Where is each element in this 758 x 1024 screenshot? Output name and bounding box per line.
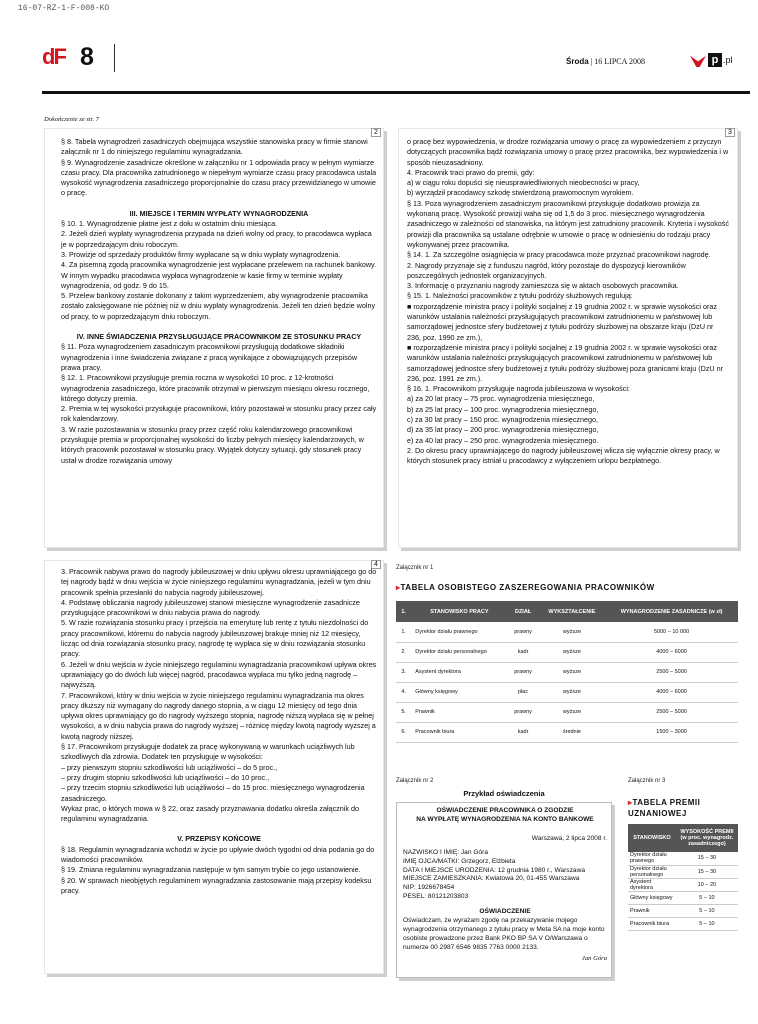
section-heading: III. MIEJSCE I TERMIN WYPŁATY WYNAGRODZENIA xyxy=(129,208,309,218)
section-heading: IV. INNE ŚWIADCZENIA PRZYSŁUGUJĄCE PRACOWNIKOM ZE STOSUNKU PRACY xyxy=(76,332,362,342)
box-number: 2 xyxy=(371,128,381,137)
table-row xyxy=(396,642,738,662)
bonus-table xyxy=(628,824,738,931)
table-cell: Pracownik biura xyxy=(411,722,507,742)
table-cell: 4000 – 6000 xyxy=(605,682,738,702)
attachment-1-title: ▸TABELA OSOBISTEGO ZASZEREGOWANIA PRACOWNIKÓW xyxy=(396,583,655,592)
table-cell: 15 – 30 xyxy=(676,852,738,865)
paragraph: § 16. 1. Pracownikom przysługuje nagroda jubileuszowa w wysokości: xyxy=(407,384,630,394)
brand-letter: p xyxy=(708,53,722,67)
paragraph: § 17. Pracownikom przysługuje dodatek za pracę wykonywaną w warunkach uciążliwych lub szkodliwych dla zdrowia. Dodatek ten przysługuje w wysokości: xyxy=(61,742,355,762)
table-cell: wyższe xyxy=(539,662,606,682)
table-cell: 3. xyxy=(396,662,411,682)
paragraph: – przy drugim stopniu szkodliwości lub uciążliwości – do 10 proc., xyxy=(61,772,270,782)
brand-suffix: .pl xyxy=(723,55,733,65)
table-cell: 2500 – 5000 xyxy=(605,662,738,682)
table-cell: Asystent dyrektora xyxy=(628,878,676,891)
paragraph: a) w ciągu roku dopuści się nieusprawiedliwionych nieobecności w pracy, xyxy=(407,178,640,188)
attachment-3-title-text: TABELA PREMII UZNANIOWEJ xyxy=(628,798,701,818)
paragraph: a) za 20 lat pracy – 75 proc. wynagrodzenia miesięcznego, xyxy=(407,394,595,404)
paragraph: Wykaz prac, o których mowa w § 22, oraz zasady przyznawania dodatku określa załącznik do regulaminu wynagradzania. xyxy=(61,803,359,824)
paragraph: § 14. 1. Za szczególne osiągnięcia w pracy pracodawca może przyznać pracownikowi nagrodę. xyxy=(407,250,711,260)
table-cell: 5 – 10 xyxy=(676,891,738,904)
declaration-title-2: NA WYPŁATĘ WYNAGRODZENIA NA KONTO BANKOWE xyxy=(416,815,594,823)
table-cell: 5 – 10 xyxy=(676,904,738,917)
eagle-icon xyxy=(690,53,706,67)
box-3-text xyxy=(407,137,729,467)
table-cell: wyższe xyxy=(539,622,606,642)
declaration-place-date: Warszawa, 2 lipca 2008 r. xyxy=(531,834,607,842)
declaration-field: IMIĘ OJCA/MATKI: Grzegorz, Elżbieta xyxy=(403,857,516,865)
column-header: STANOWISKO xyxy=(628,824,676,852)
attachment-3-title: ▸TABELA PREMII UZNANIOWEJ xyxy=(628,798,701,818)
page-number: 8 xyxy=(80,43,94,71)
declaration-field: DATA I MIEJSCE URODZENIA: 12 grudnia 1980 r., Warszawa xyxy=(403,866,585,874)
table-cell: Prawnik xyxy=(411,702,507,722)
brand-mark xyxy=(690,53,733,67)
attachment-2-label: Załącznik nr 2 xyxy=(396,778,434,784)
table-row xyxy=(628,865,738,878)
declaration-field: PESEL: 80121203803 xyxy=(403,893,469,901)
paragraph: – przy pierwszym stopniu szkodliwości lub uciążliwości – do 5 proc., xyxy=(61,762,278,772)
page-code: 16-07-RZ-1-F-008-KO xyxy=(18,4,110,13)
paragraph: o pracę bez wypowiedzenia, w drodze rozwiązania umowy o pracę za wypowiedzeniem z przyczyn dotyczących pracownika bądź rozwiązania umowy o pracę przez pracownika, bez wypowiedzenia i w sposób nieuzasadniony. xyxy=(407,137,729,167)
table-row xyxy=(396,622,738,642)
continued-note: Dokończenie ze str. 7 xyxy=(44,116,99,123)
issue-day: Środa xyxy=(566,57,589,66)
table-cell: wyższe xyxy=(539,642,606,662)
column-header: STANOWISKO PRACY xyxy=(411,601,507,622)
declaration-field: NIP: 1926678454 xyxy=(403,884,455,892)
text-box-4 xyxy=(44,560,384,974)
paragraph: § 15. 1. Należności pracowników z tytułu podróży służbowych regulują: xyxy=(407,291,633,301)
column-header: WYSOKOŚĆ PREMII (w proc. wynagrodz. zasadniczego) xyxy=(676,824,738,852)
header-divider xyxy=(114,44,115,72)
table-cell: Prawnik xyxy=(628,904,676,917)
table-cell: 10 – 20 xyxy=(676,878,738,891)
table-cell: 5 – 10 xyxy=(676,917,738,930)
paragraph: 2. Premia w tej wysokości przysługuje pracownikowi, który pozostawał w stosunku pracy przez cały rok kalendarzowy. xyxy=(61,404,377,424)
table-cell: średnie xyxy=(539,722,606,742)
table-cell: 5. xyxy=(396,702,411,722)
attachment-1-title-text: TABELA OSOBISTEGO ZASZEREGOWANIA PRACOWNIKÓW xyxy=(400,583,655,592)
declaration-subtitle: OŚWIADCZENIE xyxy=(479,908,531,916)
paragraph: c) za 30 lat pracy – 150 proc. wynagrodzenia miesięcznego, xyxy=(407,415,598,425)
table-row xyxy=(628,917,738,930)
attachment-1-label: Załącznik nr 1 xyxy=(396,565,434,571)
declaration-signature: Jan Góra xyxy=(581,954,607,962)
table-cell: kadr xyxy=(508,642,539,662)
table-cell: Dyrektor działu prawnego xyxy=(411,622,507,642)
attachment-3-label: Załącznik nr 3 xyxy=(628,778,666,784)
paragraph: 4. Pracownik traci prawo do premii, gdy: xyxy=(407,167,535,177)
table-cell: wyższe xyxy=(539,682,606,702)
box-number: 4 xyxy=(371,560,381,569)
column-header: DZIAŁ xyxy=(508,601,539,622)
salary-table xyxy=(396,601,738,743)
paragraph: 2. Nagrody przyznaje się z funduszu nagród, który pozostaje do dyspozycji kierowników poszczególnych jednostek organizacyjnych. xyxy=(407,260,686,280)
paragraph: 6. Jeżeli w dniu wejścia w życie niniejszego regulaminu wynagradzania pracownikowi upływa okres uprawniający go do dwóch lub więcej nagród, pracodawca wypłaca mu tylko jedną nagrodę – najwyższą. xyxy=(61,659,377,690)
box-number: 3 xyxy=(725,128,735,137)
table-cell: prawny xyxy=(508,622,539,642)
paragraph: § 18. Regulamin wynagradzania wchodzi w życie po upływie dwóch tygodni od dnia podania go do wiadomości pracowników. xyxy=(61,844,375,865)
paragraph: – przy trzecim stopniu szkodliwości lub uciążliwości – do 15 proc. miesięcznego wynagrodzenia zasadniczego. xyxy=(61,783,365,803)
issue-date xyxy=(566,57,645,66)
table-cell: Główny księgowy xyxy=(411,682,507,702)
paragraph: 3. Pracownik nabywa prawo do nagrody jubileuszowej w dniu upływu okresu uprawniającego go do tej nagrody bądź w dniu wejścia w życie niniejszego regulaminu wynagradzania, jeżeli w tym dniu pracownik spełnia przesłanki do nabycia nagrody jubileuszowej. xyxy=(61,567,377,597)
table-row xyxy=(396,662,738,682)
paragraph: ■ rozporządzenie ministra pracy i polityki socjalnej z 19 grudnia 2002 r. w sprawie wysokości oraz warunków ustalania należności przysługujących pracownikowi zatrudnionemu w państwowej lub samorządowej jednostce sfery budżetowej z tytułu podróży służbowej poza granicami kraju (DzU nr 236, poz. 1991 ze zm.). xyxy=(407,342,723,383)
paragraph: 3. Prowizje od sprzedaży produktów firmy wypłacane są w dniu wypłaty wynagrodzenia. xyxy=(61,249,341,259)
table-cell: Dyrektor działu personalnego xyxy=(628,865,676,878)
column-header: WYNAGRODZENIE ZASADNICZE (w zł) xyxy=(605,601,738,622)
table-row xyxy=(396,702,738,722)
box-4-text xyxy=(61,567,377,896)
table-row xyxy=(628,878,738,891)
column-header: 1. xyxy=(396,601,411,622)
table-cell: 1500 – 3000 xyxy=(605,722,738,742)
declaration-title-1: OŚWIADCZENIE PRACOWNIKA O ZGODZIE xyxy=(436,807,574,814)
paragraph: 5. W razie rozwiązania stosunku pracy i przejścia na emeryturę lub rentę z tytułu niezdolności do pracy pracownikowi, któremu do nabycia nagrody jubileuszowej brakuje mniej niż 12 miesięcy, licząc od dnia rozwiązania stosunku pracy, nagrodę tę wypłaca się w dniu rozwiązania stosunku pracy. xyxy=(61,618,369,659)
declaration-field: MIEJSCE ZAMIESZKANIA: Kwiatowa 20, 01-455 Warszawa xyxy=(403,875,580,883)
declaration-fields xyxy=(403,849,607,902)
bonus-table-wrap xyxy=(628,824,738,931)
declaration-statement: Oświadczam, że wyrażam zgodę na przekazywanie mojego wynagrodzenia otrzymanego z tytułu pracy w Meta SA na moje konto osobiste prowadzone przez Bank PKO BP SA V O/Warszawa o numerze 00 2987 6546 9835 7763 0000 2133. xyxy=(403,917,605,951)
box-2-text xyxy=(61,137,377,466)
paragraph: ■ rozporządzenie ministra pracy i polityki socjalnej z 19 grudnia 2002 r. w sprawie wysokości oraz warunków ustalania należności przysługujących pracownikowi zatrudnionemu w państwowej lub samorządowej jednostce sfery budżetowej z tytułu podróży służbowej na obszarze kraju (DzU nr 236, poz. 1990 ze zm.), xyxy=(407,301,717,342)
paragraph: 3. Informację o przyznaniu nagrody zamieszcza się w aktach osobowych pracownika. xyxy=(407,281,679,291)
table-cell: wyższe xyxy=(539,702,606,722)
section-heading: V. PRZEPISY KOŃCOWE xyxy=(177,834,261,844)
paragraph: 2. Jeżeli dzień wypłaty wynagrodzenia przypada na dzień wolny od pracy, to pracodawca wypłaca je w poprzedzającym dniu roboczym. xyxy=(61,229,372,249)
table-cell: 1. xyxy=(396,622,411,642)
table-cell: 4. xyxy=(396,682,411,702)
paragraph: b) wyrządził pracodawcy szkodę stwierdzoną prawomocnym wyrokiem. xyxy=(407,188,634,198)
paragraph: § 9. Wynagrodzenie zasadnicze określone w załączniku nr 1 odpowiada pracy w pełnym wymiarze czasu pracy. Dla pracownika zatrudnionego w niepełnym wymiarze czasu pracy pracodawca ustala wysokość wynagrodzenia zasadniczego proporcjonalnie do czasu pracy przewidzianego w umowie o pracę. xyxy=(61,157,377,198)
table-cell: 2. xyxy=(396,642,411,662)
table-cell: kadr xyxy=(508,722,539,742)
paragraph: 3. W razie pozostawania w stosunku pracy przez część roku kalendarzowego pracownikowi przysługuje premia w proporcjonalnej wysokości do liczby pełnych miesięcy kalendarzowych, w których pracownik pozostawał w stosunku pracy. Wyjątek dotyczy sytuacji, gdy stosunek pracy ustał w drodze rozwiązania umowy xyxy=(61,424,364,465)
column-header: WYKSZTAŁCENIE xyxy=(539,601,606,622)
table-row xyxy=(628,852,738,865)
paragraph: e) za 40 lat pracy – 250 proc. wynagrodzenia miesięcznego. xyxy=(407,435,599,445)
table-row xyxy=(628,891,738,904)
declaration-box xyxy=(396,802,612,978)
paragraph: 4. Za pisemną zgodą pracownika wynagrodzenie jest wypłacane przelewem na rachunek bankowy. W innym wypadku pracodawca wypłaca wynagrodzenie w kasie firmy w terminie wypłaty wynagrodzenia, od godz. 9 do 15. xyxy=(61,260,377,290)
paragraph: b) za 25 lat pracy – 100 proc. wynagrodzenia miesięcznego, xyxy=(407,404,599,414)
newspaper-logo: dF xyxy=(42,44,65,69)
paragraph: § 12. 1. Pracownikowi przysługuje premia roczna w wysokości 10 proc. z 12-krotności wynagrodzenia zasadniczego, które pracownik otrzymał w pierwszym miesiącu okresu rocznego, którego dotyczy premia. xyxy=(61,373,370,403)
text-box-3 xyxy=(398,128,738,548)
issue-date-rest: | 16 LIPCA 2008 xyxy=(590,57,645,66)
paragraph: § 8. Tabela wynagrodzeń zasadniczych obejmująca wszystkie stanowiska pracy w firmie stanowi załącznik nr 1 do niniejszego regulaminu wynagradzania. xyxy=(61,137,368,157)
paragraph: § 13. Poza wynagrodzeniem zasadniczym pracownikowi przysługuje dodatkowo prowizja za wykonaną pracę. Wysokość prowizji waha się od 1,5 do 3 proc. miesięcznego wynagrodzenia zasadniczego w zależności od stanowiska, na którym jest zatrudniony pracownik. Kryteria i wysokość prowizji dla pracownika są ustalane odrębnie w umowie o pracę w odniesieniu do rodzaju pracy wykonywanej przez pracownika. xyxy=(407,198,729,249)
table-cell: 4000 – 6000 xyxy=(605,642,738,662)
table-row xyxy=(628,904,738,917)
paragraph: § 19. Zmiana regulaminu wynagradzania następuje w tym samym trybie co jego ustanowienie. xyxy=(61,865,361,875)
declaration-field: NAZWISKO I IMIĘ: Jan Góra xyxy=(403,848,489,856)
table-cell: prawny xyxy=(508,702,539,722)
paragraph: 4. Podstawę obliczania nagrody jubileuszowej stanowi miesięczne wynagrodzenie zasadnicze przysługujące pracownikowi w dniu nabycia prawa do nagrody. xyxy=(61,597,360,618)
paragraph: § 10. 1. Wynagrodzenie płatne jest z dołu w ostatnim dniu miesiąca. xyxy=(61,219,278,229)
paragraph: d) za 35 lat pracy – 200 proc. wynagrodzenia miesięcznego, xyxy=(407,425,599,435)
table-cell: 2500 – 5000 xyxy=(605,702,738,722)
paragraph: 7. Pracownikowi, który w dniu wejścia w życie niniejszego regulaminu wynagradzania ma okres pracy dłuższy niż wymagany do nagrody danego stopnia, a w ciągu 12 miesięcy od tego dnia upływa okres uprawniający go do nagrody wyższego stopnia, nagrodę niższą wypłaca się w pełnej wysokości, a w dniu nabycia prawa do nagrody wyższej – różnicę między kwotą nagrody wyższej a kwotą nagrody niższej. xyxy=(61,690,376,741)
table-cell: Asystent dyrektora xyxy=(411,662,507,682)
table-row xyxy=(396,682,738,702)
table-cell: Główny księgowy xyxy=(628,891,676,904)
table-cell: 6. xyxy=(396,722,411,742)
table-cell: Dyrektor działu personalnego xyxy=(411,642,507,662)
table-cell: 5000 – 10 000 xyxy=(605,622,738,642)
table-row xyxy=(396,722,738,742)
paragraph: 5. Przelew bankowy zostanie dokonany z takim wyprzedzeniem, aby wynagrodzenie pracownika zostało zaksięgowane nie później niż w dniu wypłaty wynagrodzenia. Jeżeli ten dzień będzie wolny od pracy, to w poprzedzającym dniu roboczym. xyxy=(61,291,376,321)
table-cell: Pracownik biura xyxy=(628,917,676,930)
table-cell: płac xyxy=(508,682,539,702)
table-cell: Dyrektor działu prawnego xyxy=(628,852,676,865)
paragraph: § 11. Poza wynagrodzeniem zasadniczym pracownikowi przysługują dodatkowe składniki wynagrodzenia i inne świadczenia związane z pracą wynikające z obowiązujących przepisów prawa pracy. xyxy=(61,342,358,372)
table-cell: 15 – 30 xyxy=(676,865,738,878)
paragraph: § 20. W sprawach nieobjętych regulaminem wynagradzania zastosowanie mają przepisy kodeksu pracy. xyxy=(61,875,372,895)
table-cell: prawny xyxy=(508,662,539,682)
text-box-2 xyxy=(44,128,384,548)
salary-table-wrap xyxy=(396,601,738,743)
header-rule xyxy=(42,91,750,94)
paragraph: 2. Do okresu pracy uprawniającego do nagrody jubileuszowej wlicza się wyłącznie okresy pracy, w których stosunek pracy istniał u pracodawcy z wyłączeniem urlopu bezpłatnego. xyxy=(407,445,720,466)
attachment-2-title: Przykład oświadczenia xyxy=(463,789,545,798)
